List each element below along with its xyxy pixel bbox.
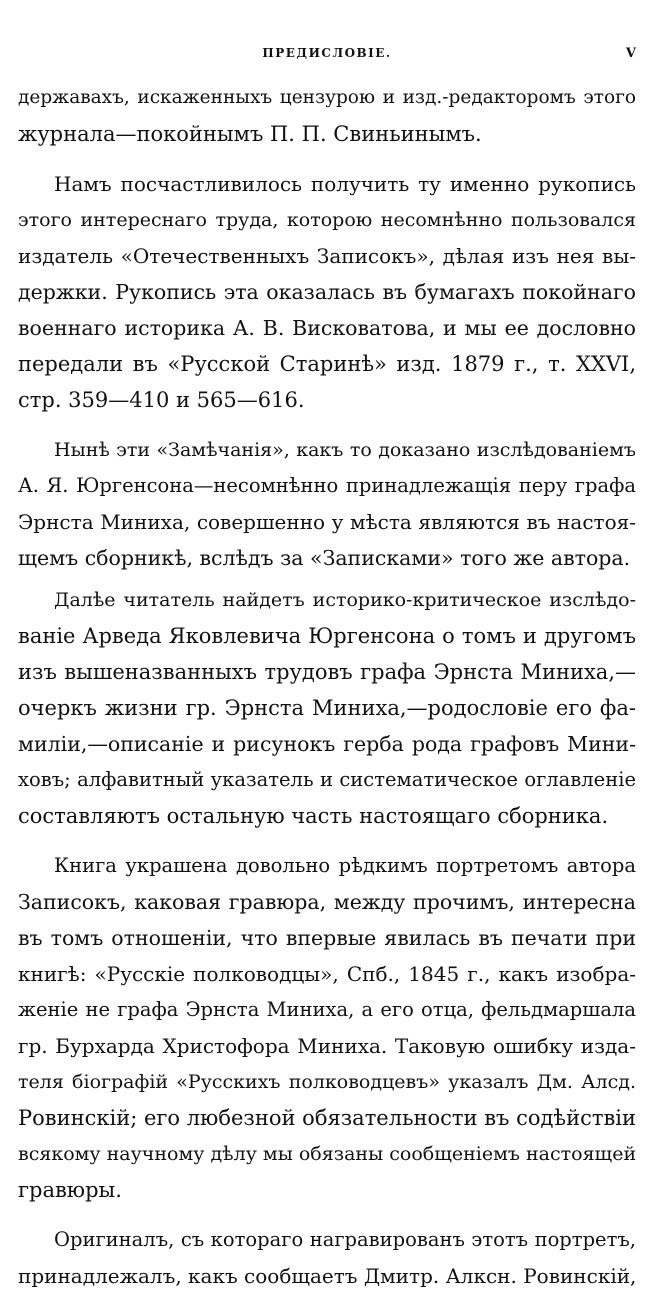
paragraph <box>18 582 636 834</box>
paragraph <box>18 80 636 152</box>
header-title: ПРЕДИСЛОВІЕ. <box>262 46 392 60</box>
text-line: Оригиналъ, съ котораго награвированъ этотъ портретъ, <box>54 1228 636 1251</box>
body-text <box>18 80 636 1294</box>
text-line: державахъ, искаженныхъ цензурою и изд.-редакторомъ этого <box>18 87 636 108</box>
text-line: составляютъ остальную часть настоящаго сборника. <box>18 804 609 828</box>
text-line: очеркъ жизни гр. Эрнста Миниха,—родословіе его фа- <box>18 696 636 720</box>
paragraph <box>18 1222 636 1294</box>
text-line: ховъ; алфавитный указатель и систематическое оглавленіе <box>18 768 636 791</box>
text-line: передали въ «Русской Старинѣ» изд. 1879 г., т. XXVI, <box>18 352 636 376</box>
text-line: миліи,—описаніе и рисунокъ герба рода графовъ Мини- <box>18 732 636 756</box>
text-line: Ровинскій; его любезной обязательности въ содѣйствіи <box>18 1106 636 1130</box>
text-line: стр. 359—410 и 565—616. <box>18 388 305 412</box>
text-line: Далѣе читатель найдетъ историко-критическое изслѣдо- <box>54 589 636 611</box>
text-line: журнала—покойнымъ П. П. Свиньинымъ. <box>18 122 482 146</box>
text-line: Записокъ, каковая гравюра, между прочимъ, интересна <box>18 890 636 914</box>
text-line: гр. Бурхарда Христофора Миниха. Таковую ошибку изда- <box>18 1034 636 1058</box>
text-line: держки. Рукопись эта оказалась въ бумагахъ покойнаго <box>18 280 636 304</box>
text-line: Нынѣ эти «Замѣчанія», какъ то доказано изслѣдованіемъ <box>54 439 636 461</box>
text-line: военнаго историка А. В. Висковатова, и мы ее дословно <box>18 316 636 340</box>
text-line: этого интереснаго труда, которою несомнѣнно пользовался <box>18 209 636 231</box>
text-line: всякому научному дѣлу мы обязаны сообщеніемъ настоящей <box>18 1143 637 1165</box>
text-line: книгѣ: «Русскіе полководцы», Спб., 1845 г., какъ изобра- <box>18 962 636 986</box>
text-line: Книга украшена довольно рѣдкимъ портретомъ автора <box>54 854 636 877</box>
text-line: Намъ посчастливилось получить ту именно рукопись <box>54 172 636 196</box>
text-line: ваніе Арведа Яковлевича Юргенсона о томъ и другомъ <box>18 624 636 648</box>
text-line: изъ вышеназванныхъ трудовъ графа Эрнста Миниха,— <box>18 660 636 684</box>
text-line: въ томъ отношеніи, что впервые явилась въ печати при <box>18 926 636 950</box>
text-line: Эрнста Миниха, совершенно у мѣста являются въ настоя- <box>18 510 636 534</box>
running-header <box>18 46 636 66</box>
text-line: А. Я. Юргенсона—несомнѣнно принадлежащія перу графа <box>18 474 636 497</box>
paragraph <box>18 848 636 1208</box>
text-line: женіе не графа Эрнста Миниха, а его отца, фельдмаршала <box>18 998 636 1021</box>
text-line: гравюры. <box>18 1178 122 1202</box>
text-line: теля біографій «Русскихъ полководцевъ» указалъ Дм. Алсд. <box>18 1071 636 1093</box>
text-line: издатель «Отечественныхъ Записокъ», дѣлая изъ нея вы- <box>18 244 636 268</box>
text-line: принадлежалъ, какъ сообщаетъ Дмитр. Алксн. Ровинскій, <box>18 1264 637 1288</box>
paragraph <box>18 432 636 576</box>
paragraph <box>18 166 636 418</box>
text-line: щемъ сборникѣ, вслѣдъ за «Записками» того же автора. <box>18 546 631 570</box>
page-number: V <box>625 46 636 61</box>
